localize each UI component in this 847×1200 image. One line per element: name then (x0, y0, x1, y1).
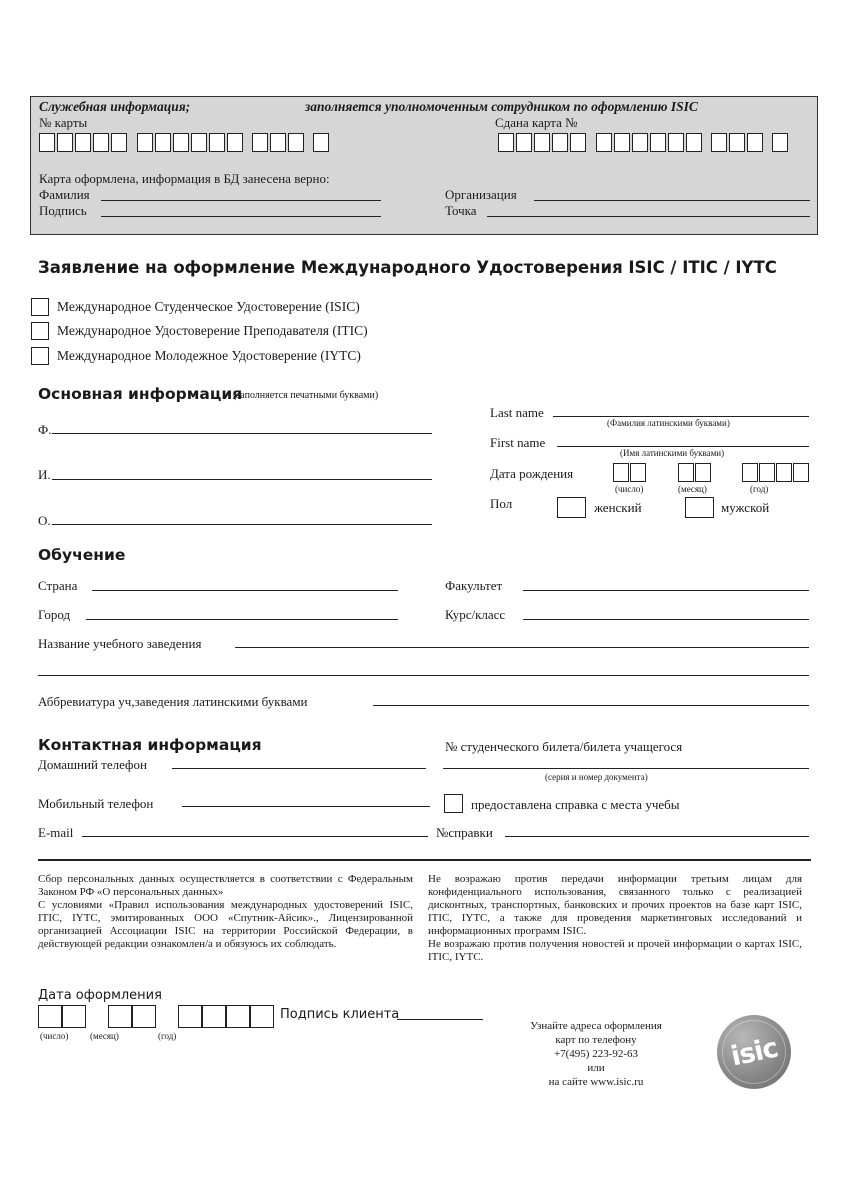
legal-left-2: С условиями «Правил использования международных удостоверений ISIC, ITIC, IYTC, эмитированных ООО «Спутник-Айсик»., Лицензированной организацией Ассоциации ISIC на территории Российской Федерации, в действующей редакции ознакомлен/а и обязуюсь их соблюдать. (38, 899, 413, 950)
first-name-hint: (Имя латинскими буквами) (620, 448, 725, 458)
male-label: мужской (721, 500, 770, 515)
last-name-label: Last name (490, 405, 544, 420)
city-field[interactable] (86, 619, 398, 620)
issue-day-cells[interactable] (38, 1005, 88, 1029)
basic-info-note: (заполняется печатными буквами) (233, 390, 379, 401)
card-number-cells[interactable] (39, 133, 339, 153)
card-number-label: № карты (39, 115, 88, 130)
isic-checkbox[interactable] (31, 298, 49, 316)
point-field[interactable] (487, 216, 810, 217)
certificate-checkbox[interactable] (444, 794, 463, 813)
point-label: Точка (445, 203, 477, 218)
client-signature-label: Подпись клиента (280, 1007, 400, 1022)
service-subtitle: заполняется уполномоченным сотрудником по оформлению ISIC (305, 99, 698, 114)
certificate-no-label: №справки (436, 825, 493, 840)
course-field[interactable] (523, 619, 809, 620)
o-label: О. (38, 513, 51, 528)
dob-year-cells[interactable] (742, 463, 810, 483)
course-label: Курс/класс (445, 607, 506, 622)
last-name-field[interactable] (553, 416, 809, 417)
issue-year-hint: (год) (158, 1031, 177, 1041)
isic-logo-icon (717, 1015, 791, 1089)
dob-month-hint: (месяц) (678, 484, 707, 494)
service-info-block (30, 96, 818, 235)
abbreviation-field[interactable] (373, 705, 809, 706)
organization-label: Организация (445, 187, 517, 202)
organization-field[interactable] (534, 200, 810, 201)
certificate-label: предоставлена справка с места учебы (471, 797, 680, 812)
female-label: женский (594, 500, 642, 515)
issue-date-label: Дата оформления (38, 988, 162, 1003)
isic-option-label: Международное Студенческое Удостоверение (ISIC) (57, 299, 360, 314)
f-label: Ф. (38, 422, 52, 437)
mobile-phone-label: Мобильный телефон (38, 796, 154, 811)
legal-left (38, 873, 413, 951)
abbreviation-label: Аббревиатура уч,заведения латинскими буквами (38, 694, 308, 709)
first-name-label: First name (490, 435, 546, 450)
country-field[interactable] (92, 590, 398, 591)
signature-field[interactable] (101, 216, 381, 217)
info-phone: +7(495) 223-92-63 (553, 1048, 639, 1060)
last-name-hint: (Фамилия латинскими буквами) (607, 418, 730, 428)
issue-month-cells[interactable] (108, 1005, 158, 1029)
handed-card-label: Сдана карта № (495, 115, 578, 130)
basic-info-heading: Основная информация (38, 385, 243, 403)
form-title: Заявление на оформление Международного Удостоверения ISIC / ITIC / IYTC (38, 258, 777, 277)
student-id-field[interactable] (443, 768, 809, 769)
gender-label: Пол (490, 496, 513, 511)
city-label: Город (38, 607, 71, 622)
info-line-1: Узнайте адреса оформления (530, 1020, 662, 1032)
email-field[interactable] (82, 836, 428, 837)
legal-right-1: Не возражаю против передачи информации третьим лицам для конфиденциального использования, связанного только с реализацией дисконтных, транспортных, банковских и прочих проектов на базе карт ISIC, ITIC, IYTC, а также для проведения маркетинговых исследований и информационных программ ISIC. (428, 873, 802, 937)
institution-field[interactable] (235, 647, 809, 648)
i-label: И. (38, 467, 51, 482)
info-line-2: карт по телефону (555, 1034, 637, 1046)
issue-day-hint: (число) (40, 1031, 69, 1041)
dob-label: Дата рождения (490, 466, 574, 481)
info-website: на сайте www.isic.ru (548, 1076, 644, 1088)
contact-heading: Контактная информация (38, 736, 262, 754)
issue-year-cells[interactable] (178, 1005, 274, 1029)
male-checkbox[interactable] (685, 497, 714, 518)
female-checkbox[interactable] (557, 497, 586, 518)
home-phone-label: Домашний телефон (38, 757, 147, 772)
institution-label: Название учебного заведения (38, 636, 202, 651)
isic-logo-text: isic (727, 1031, 781, 1073)
signature-label: Подпись (39, 203, 87, 218)
issue-month-hint: (месяц) (90, 1031, 119, 1041)
faculty-label: Факультет (445, 578, 503, 593)
section-divider (38, 859, 811, 861)
certificate-no-field[interactable] (505, 836, 809, 837)
itic-checkbox[interactable] (31, 322, 49, 340)
education-heading: Обучение (38, 546, 126, 564)
verified-label: Карта оформлена, информация в БД занесена верно: (39, 171, 330, 186)
institution-field-line2[interactable] (38, 675, 809, 676)
service-title: Служебная информация; (39, 99, 191, 114)
i-field[interactable] (52, 479, 432, 480)
legal-right-2: Не возражаю против получения новостей и прочей информации о картах ISIC, ITIC, IYTC. (428, 938, 802, 963)
student-id-hint: (серия и номер документа) (545, 772, 648, 782)
info-or: или (587, 1062, 605, 1074)
legal-right (428, 873, 802, 964)
student-id-label: № студенческого билета/билета учащегося (445, 739, 683, 754)
dob-day-hint: (число) (615, 484, 644, 494)
handed-card-cells[interactable] (498, 133, 798, 153)
surname-field[interactable] (101, 200, 381, 201)
itic-option-label: Международное Удостоверение Преподавателя (ITIC) (57, 323, 368, 338)
country-label: Страна (38, 578, 78, 593)
email-label: E-mail (38, 825, 74, 840)
dob-month-cells[interactable] (678, 463, 713, 483)
o-field[interactable] (52, 524, 432, 525)
f-field[interactable] (52, 433, 432, 434)
faculty-field[interactable] (523, 590, 809, 591)
dob-year-hint: (год) (750, 484, 769, 494)
dob-day-cells[interactable] (613, 463, 648, 483)
contact-info (505, 1019, 687, 1089)
iytc-option-label: Международное Молодежное Удостоверение (IYTC) (57, 348, 361, 363)
home-phone-field[interactable] (172, 768, 426, 769)
mobile-phone-field[interactable] (182, 806, 430, 807)
iytc-checkbox[interactable] (31, 347, 49, 365)
surname-label: Фамилия (39, 187, 90, 202)
client-signature-field[interactable] (397, 1019, 483, 1020)
first-name-field[interactable] (557, 446, 809, 447)
legal-left-1: Сбор персональных данных осуществляется в соответствии с Федеральным Законом РФ «О персональных данных» (38, 873, 413, 898)
